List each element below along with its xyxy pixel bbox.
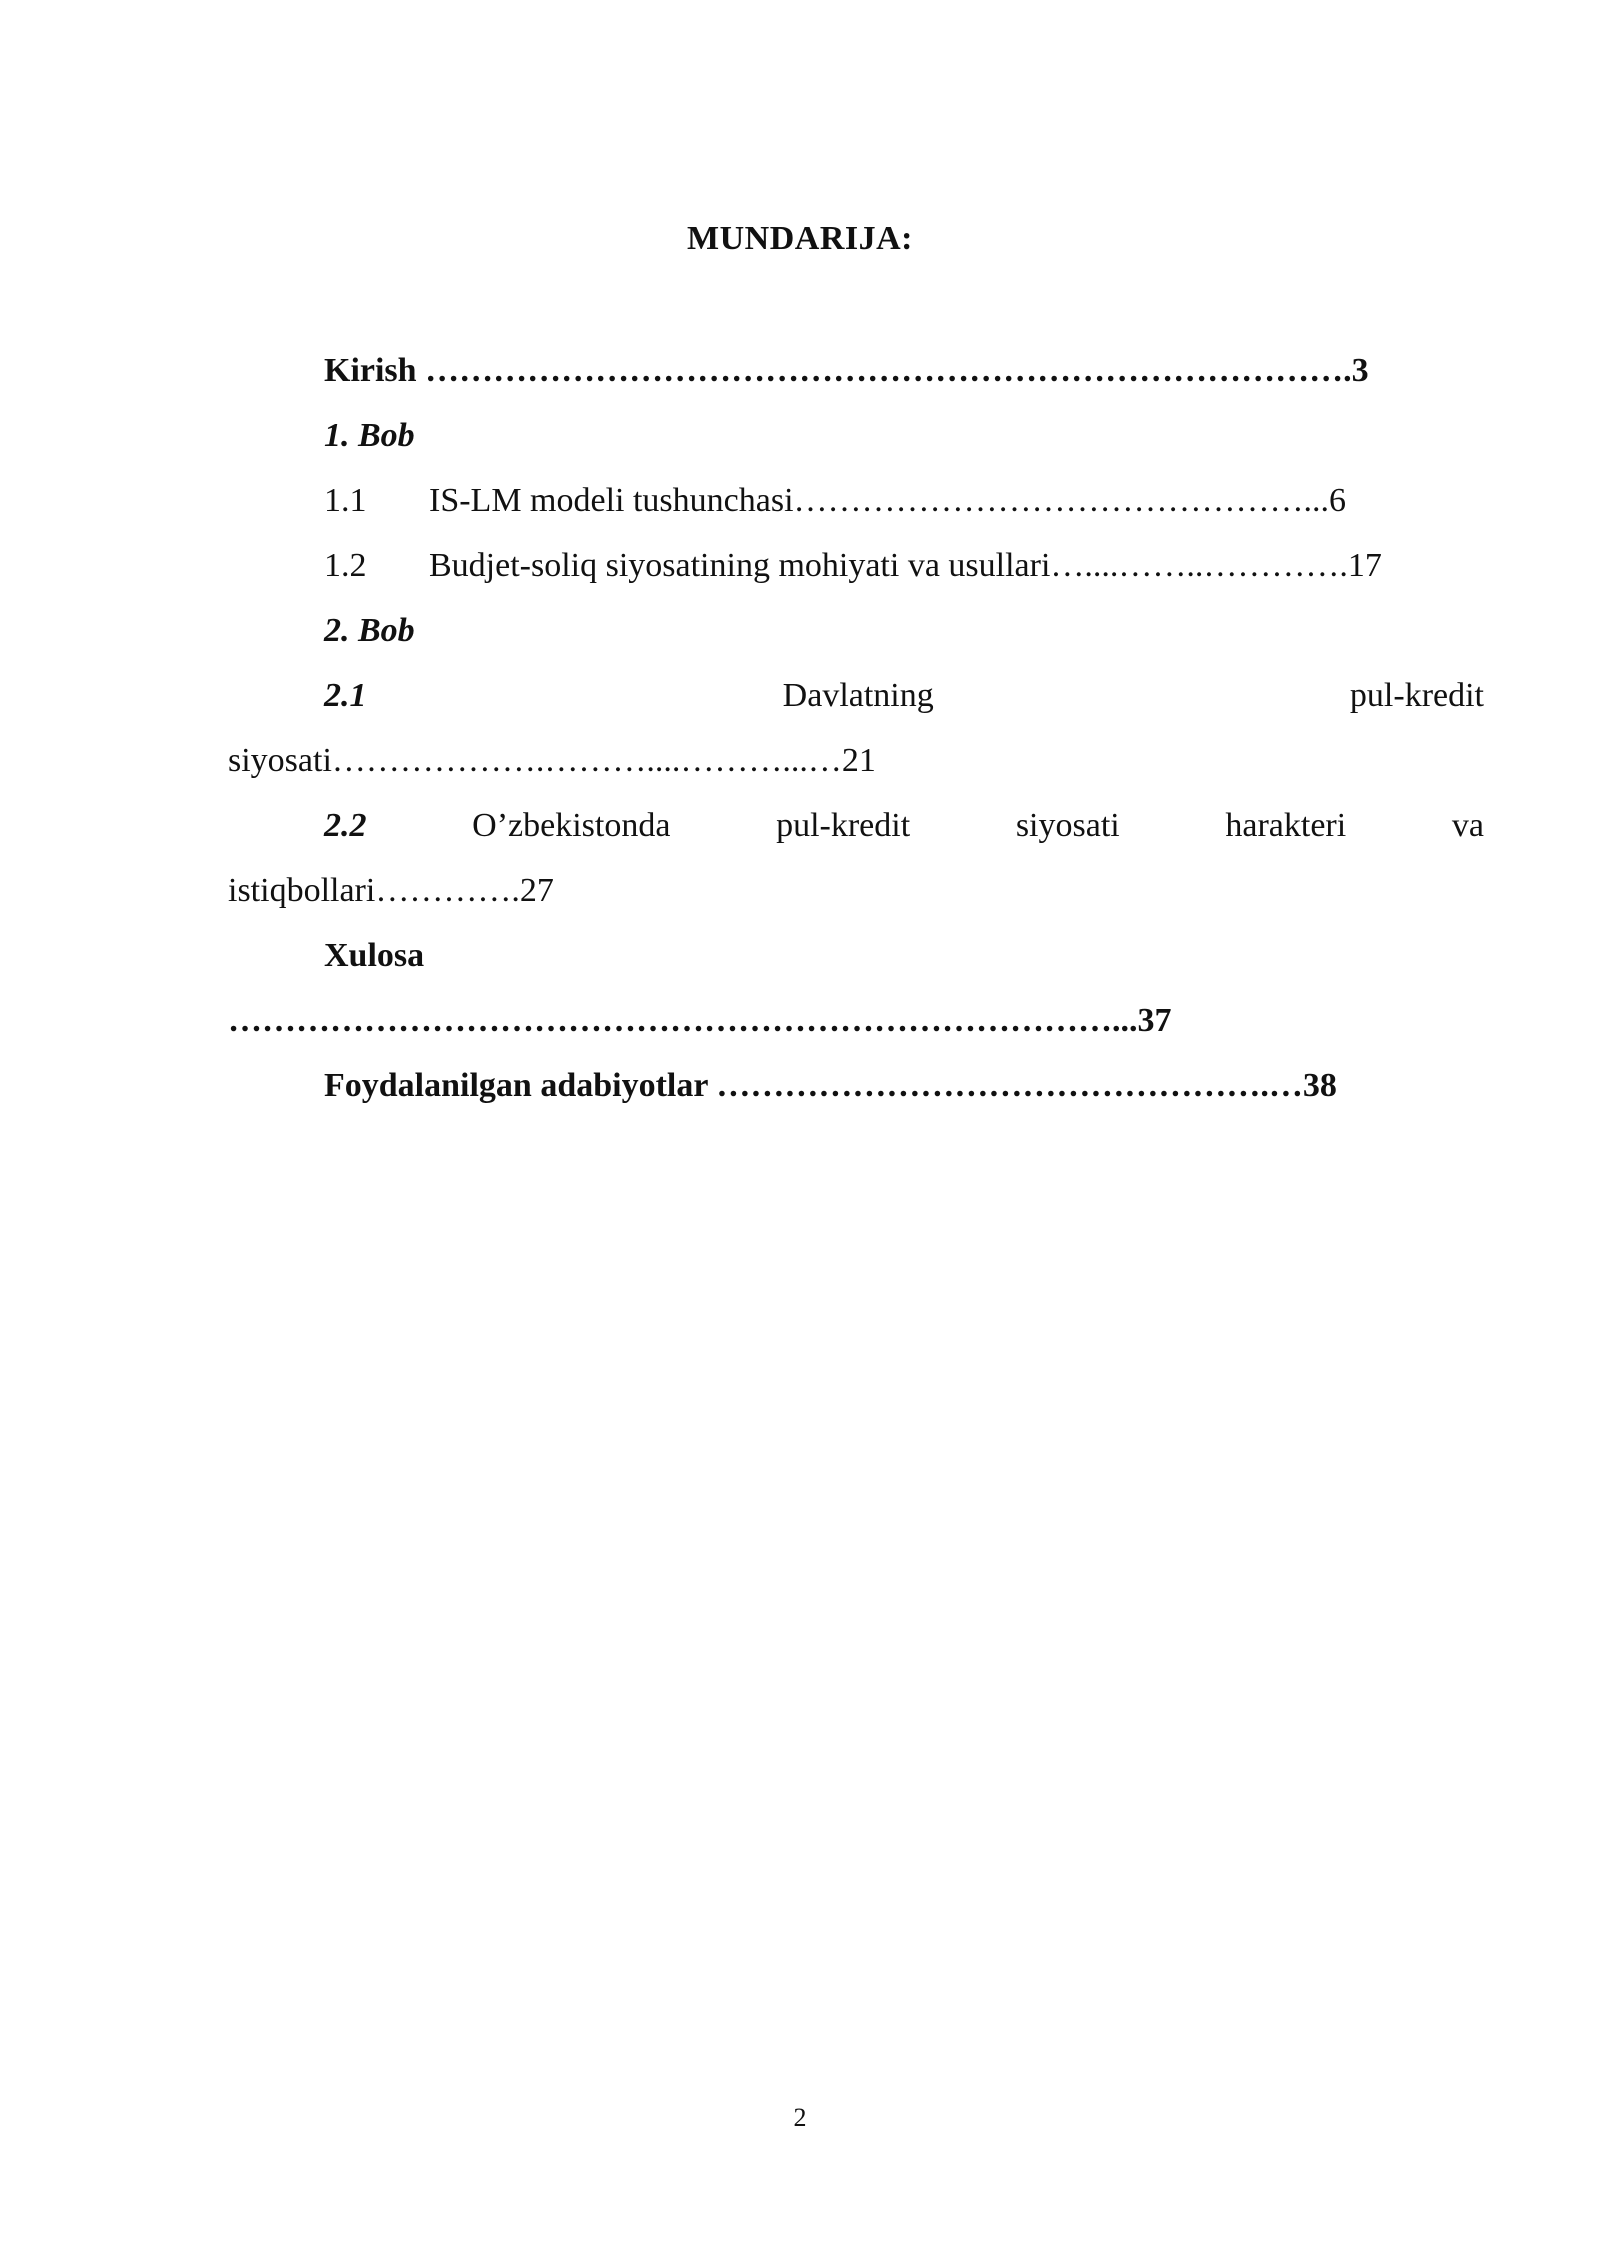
page-number: 2 (793, 2103, 807, 2132)
toc-number: 1.2 (324, 547, 367, 584)
toc-chapter-1: 1. Bob (324, 417, 415, 454)
page-title: MUNDARIJA: (687, 220, 913, 257)
toc-label: Foydalanilgan adabiyotlar (324, 1067, 708, 1104)
toc-word: pul-kredit (1349, 677, 1484, 714)
toc-number: 2.1 (324, 677, 367, 714)
toc-entry-2-2-continuation: istiqbollari………….27 (228, 872, 554, 909)
toc-text: Budjet-soliq siyosatining mohiyati va usullari…....……..………….17 (429, 547, 1382, 584)
toc-entry-2-1 (228, 663, 1484, 728)
toc-dots-page: ………………………………………….…38 (707, 1067, 1337, 1104)
toc-label: Kirish (324, 352, 417, 389)
toc-word: siyosati (1015, 807, 1120, 844)
toc-entry-2-2 (228, 793, 1484, 858)
toc-dots-page: ……………………………………………………………………….3 (416, 352, 1369, 389)
toc-word: harakteri (1225, 807, 1347, 844)
toc-entry-xulosa: Xulosa (324, 937, 425, 974)
toc-entry-1-2 (228, 533, 1484, 598)
toc-entry-xulosa-dots: ……………………………………………………………………...37 (228, 1002, 1172, 1039)
toc-chapter-2: 2. Bob (324, 612, 415, 649)
toc-entry-adabiyotlar (228, 1053, 1484, 1118)
toc-word: O’zbekistonda (472, 807, 671, 844)
toc-entry-2-1-continuation: siyosati……………….………....………...…21 (228, 742, 876, 779)
toc-entry-1-1 (228, 468, 1484, 533)
toc-number: 2.2 (324, 807, 367, 844)
toc-text: IS-LM modeli tushunchasi………………………………………...6 (429, 482, 1347, 519)
table-of-contents (228, 338, 1484, 1118)
toc-entry-kirish (228, 338, 1484, 403)
toc-word: pul-kredit (776, 807, 911, 844)
toc-word: Davlatning (782, 677, 934, 714)
toc-number: 1.1 (324, 482, 367, 519)
toc-word: va (1451, 807, 1484, 844)
